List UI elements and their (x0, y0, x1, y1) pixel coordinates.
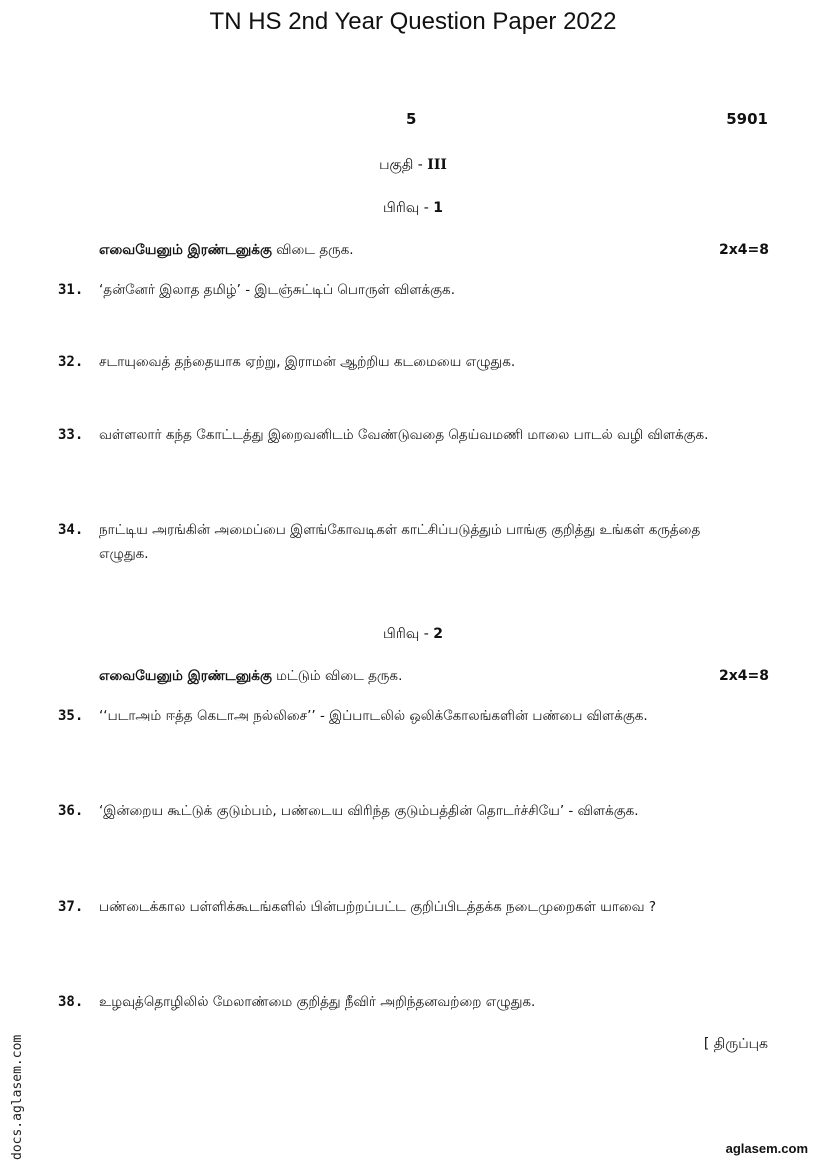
question-text: ‘இன்றைய கூட்டுக் குடும்பம், பண்டைய விரிந்த குடும்பத்தின் தொடர்ச்சியே’ - விளக்குக. (99, 803, 639, 819)
question-number: 31. (58, 282, 84, 298)
question-text: உழவுத்தொழிலில் மேலாண்மை குறித்து நீவிர் அறிந்தனவற்றை எழுதுக. (99, 994, 536, 1010)
question-number: 36. (58, 803, 84, 819)
question-34 (58, 518, 748, 566)
question-number: 35. (58, 708, 84, 724)
section-2-heading (0, 626, 826, 644)
part-heading (0, 157, 826, 175)
section-1-instruction (99, 242, 769, 260)
section-2-instruction-bold: எவையேனும் இரண்டனுக்கு (99, 668, 272, 684)
section-2-marks: 2x4=8 (719, 668, 769, 684)
watermark: docs.aglasem.com (10, 1034, 25, 1160)
question-text: ‘தன்னேர் இலாத தமிழ்’ - இடஞ்சுட்டிப் பொருள் விளக்குக. (99, 282, 455, 298)
question-number: 37. (58, 899, 84, 915)
section-2-number: 2 (433, 626, 443, 642)
question-text: நாட்டிய அரங்கின் அமைப்பை இளங்கோவடிகள் காட்சிப்படுத்தும் பாங்கு குறித்து உங்கள் கருத்தை எழுதுக. (99, 522, 701, 562)
question-text: சடாயுவைத் தந்தையாக ஏற்று, இராமன் ஆற்றிய கடமையை எழுதுக. (99, 354, 516, 370)
section-2-instruction (99, 668, 769, 686)
question-31 (58, 278, 748, 302)
section-1-heading (0, 200, 826, 218)
question-36 (58, 799, 748, 823)
section-2-instruction-rest: மட்டும் விடை தருக. (271, 668, 403, 684)
question-35 (58, 704, 748, 728)
section-1-marks: 2x4=8 (719, 242, 769, 258)
part-label: பகுதி - (379, 157, 428, 173)
section-1-number: 1 (433, 200, 443, 216)
question-32 (58, 350, 748, 374)
section-1-instruction-bold: எவையேனும் இரண்டனுக்கு (99, 242, 272, 258)
question-text: பண்டைக்கால பள்ளிக்கூடங்களில் பின்பற்றப்பட்ட குறிப்பிடத்தக்க நடைமுறைகள் யாவை ? (99, 899, 657, 915)
part-numeral: III (427, 157, 447, 173)
footer-site-link[interactable]: aglasem.com (725, 1141, 808, 1156)
turn-over-note: [ திருப்புக (703, 1036, 768, 1052)
question-number: 38. (58, 994, 84, 1010)
question-number: 33. (58, 427, 84, 443)
question-38 (58, 990, 748, 1014)
question-37 (58, 895, 748, 919)
section-2-label: பிரிவு - (383, 626, 434, 642)
question-33 (58, 423, 748, 447)
question-text: ‘‘படாஅம் ஈத்த கெடாஅ நல்லிசை’’ - இப்பாடலில் ஒலிக்கோலங்களின் பண்பை விளக்குக. (99, 708, 648, 724)
question-text: வள்ளலார் கந்த கோட்டத்து இறைவனிடம் வேண்டுவதை தெய்வமணி மாலை பாடல் வழி விளக்குக. (99, 427, 709, 443)
page-title: TN HS 2nd Year Question Paper 2022 (209, 8, 617, 35)
question-number: 32. (58, 354, 84, 370)
page-number: 5 (406, 110, 417, 128)
section-1-label: பிரிவு - (383, 200, 434, 216)
question-number: 34. (58, 522, 84, 538)
section-1-instruction-rest: விடை தருக. (271, 242, 354, 258)
paper-code: 5901 (726, 110, 768, 128)
